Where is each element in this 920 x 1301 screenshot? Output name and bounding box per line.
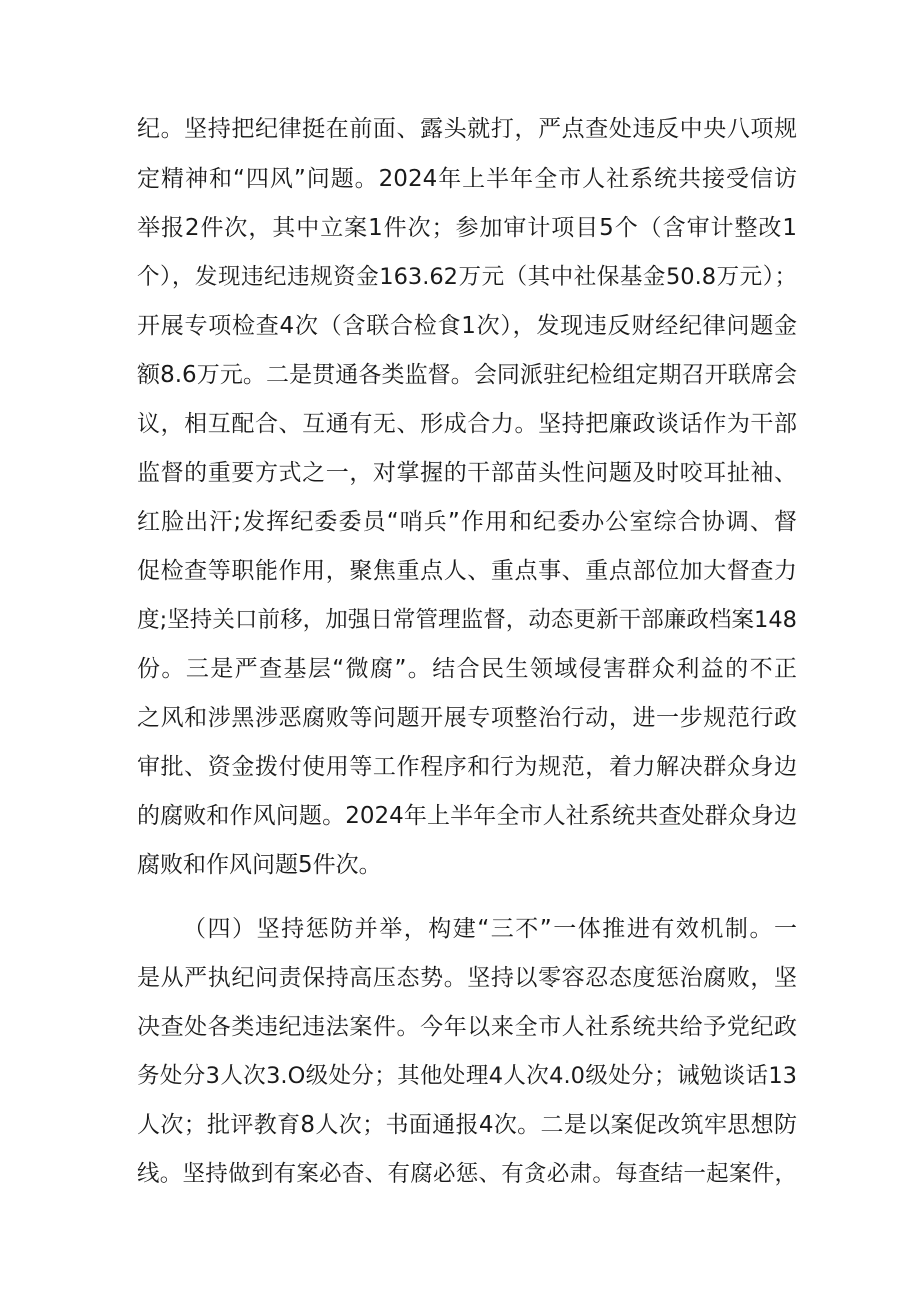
text-line: 开展专项检查4次（含联合检食1次），发现违反财经纪律问题金 — [137, 313, 797, 339]
text-line: 监督的重要方式之一，对掌握的干部苗头性问题及时咬耳扯袖、 — [137, 460, 797, 486]
text-line: 度;坚持关口前移，加强日常管理监督，动态更新干部廉政档案148 — [137, 607, 797, 633]
text-line: 额8.6万元。二是贯通各类监督。会同派驻纪检组定期召开联席会 — [137, 362, 797, 388]
text-line: 审批、资金拨付使用等工作程序和行为规范，着力解决群众身边 — [137, 754, 797, 780]
text-line: 纪。坚持把纪律挺在前面、露头就打，严点查处违反中央八项规 — [137, 116, 797, 142]
text-line: 线。坚持做到有案必杳、有腐必惩、有贪必肃。每查结一起案件， — [137, 1161, 797, 1187]
section-heading-line: （四）坚持惩防并举，构建“三不”一体推进有效机制。一 — [183, 916, 797, 942]
text-line: 红脸出汗;发挥纪委委员“哨兵”作用和纪委办公室综合协调、督 — [137, 509, 797, 535]
text-line: 举报2件次，其中立案1件次；参加审计项目5个（含审计整改1 — [137, 215, 797, 241]
text-line: 份。三是严查基层“微腐”。结合民生领域侵害群众利益的不正 — [137, 656, 797, 682]
text-line: 的腐败和作风问题。2024年上半年全市人社系统共查处群众身边 — [137, 803, 797, 829]
text-line: 人次；批评教育8人次；书面通报4次。二是以案促改筑牢思想防 — [137, 1112, 797, 1138]
text-line: 定精神和“四风”问题。2024年上半年全市人社系统共接受信访 — [137, 166, 797, 192]
text-line: 决查处各类违纪违法案件。今年以来全市人社系统共给予党纪政 — [137, 1014, 797, 1040]
text-line: 腐败和作风问题5件次。 — [137, 852, 382, 878]
text-line: 之风和涉黑涉恶腐败等问题开展专项整治行动，进一步规范行政 — [137, 705, 797, 731]
text-line: 议，相互配合、互通有无、形成合力。坚持把廉政谈话作为干部 — [137, 411, 797, 437]
text-line: 务处分3人次3.O级处分；其他处理4人次4.0级处分；诫勉谈话13 — [137, 1063, 797, 1089]
text-line: 促检查等职能作用，聚焦重点人、重点事、重点部位加大督查力 — [137, 558, 797, 584]
text-line: 个），发现违纪违规资金163.62万元（其中社保基金50.8万元）； — [137, 264, 797, 290]
text-line: 是从严执纪问责保持高压态势。坚持以零容忍态度惩治腐败，坚 — [137, 965, 797, 991]
